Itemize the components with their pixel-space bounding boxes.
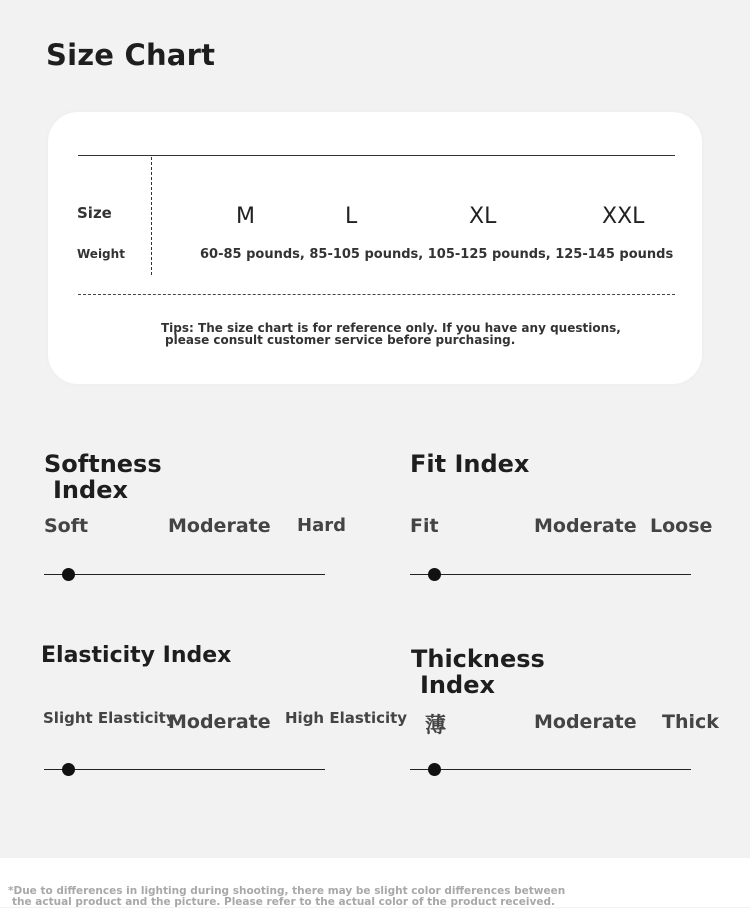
fit-option-fit: Fit [410,515,439,537]
thickness-scale-track [410,769,691,770]
table-top-rule [78,155,675,156]
color-disclaimer [8,886,565,908]
softness-title-line-1: Softness [44,450,162,478]
weight-row-label: Weight [77,247,125,261]
thickness-title-line-1: Thickness [411,645,545,673]
elasticity-option-moderate: Moderate [168,711,271,733]
size-xl: XL [469,204,497,229]
size-m: M [236,204,255,229]
softness-scale-marker [62,568,75,581]
size-l: L [345,204,358,229]
tips-line-2: please consult customer service before purchasing. [165,333,516,347]
elasticity-scale-track [44,769,325,770]
weight-values: 60-85 pounds, 85-105 pounds, 105-125 pounds, 125-145 pounds [200,247,674,262]
thickness-title-line-2: Index [420,671,495,699]
fit-scale-track [410,574,691,575]
thickness-option-thin: 薄 [425,713,446,737]
table-bottom-rule [78,294,675,295]
table-divider [151,157,152,275]
elasticity-option-high: High Elasticity [285,709,408,727]
fit-scale-marker [428,568,441,581]
size-row-label: Size [77,204,112,222]
fit-index-title [410,451,529,477]
page-title: Size Chart [46,38,216,72]
elasticity-index-title [41,643,231,669]
fit-title-line-1: Fit Index [410,450,530,478]
size-xxl: XXL [602,204,645,229]
thickness-option-thick: Thick [662,711,719,733]
softness-option-soft: Soft [44,515,89,537]
softness-index-title [44,451,162,503]
softness-title-line-2: Index [53,476,128,504]
softness-option-moderate: Moderate [168,515,271,537]
thickness-index-title [411,646,545,698]
softness-option-hard: Hard [297,515,346,536]
elasticity-scale-marker [62,763,75,776]
thickness-scale-marker [428,763,441,776]
fit-option-moderate: Moderate [534,515,637,537]
thickness-option-moderate: Moderate [534,711,637,733]
fit-option-loose: Loose [650,515,713,537]
elasticity-title-line-1: Elasticity Index [41,643,232,668]
disclaimer-line-2: the actual product and the picture. Please refer to the actual color of the product received. [12,896,555,908]
tips-line-1: Tips: The size chart is for reference only. If you have any questions, [161,321,621,335]
disclaimer-line-1: *Due to differences in lighting during shooting, there may be slight color differences between [8,885,566,897]
elasticity-option-slight: Slight Elasticity [43,709,176,727]
softness-scale-track [44,574,325,575]
size-chart-tips [161,322,621,346]
